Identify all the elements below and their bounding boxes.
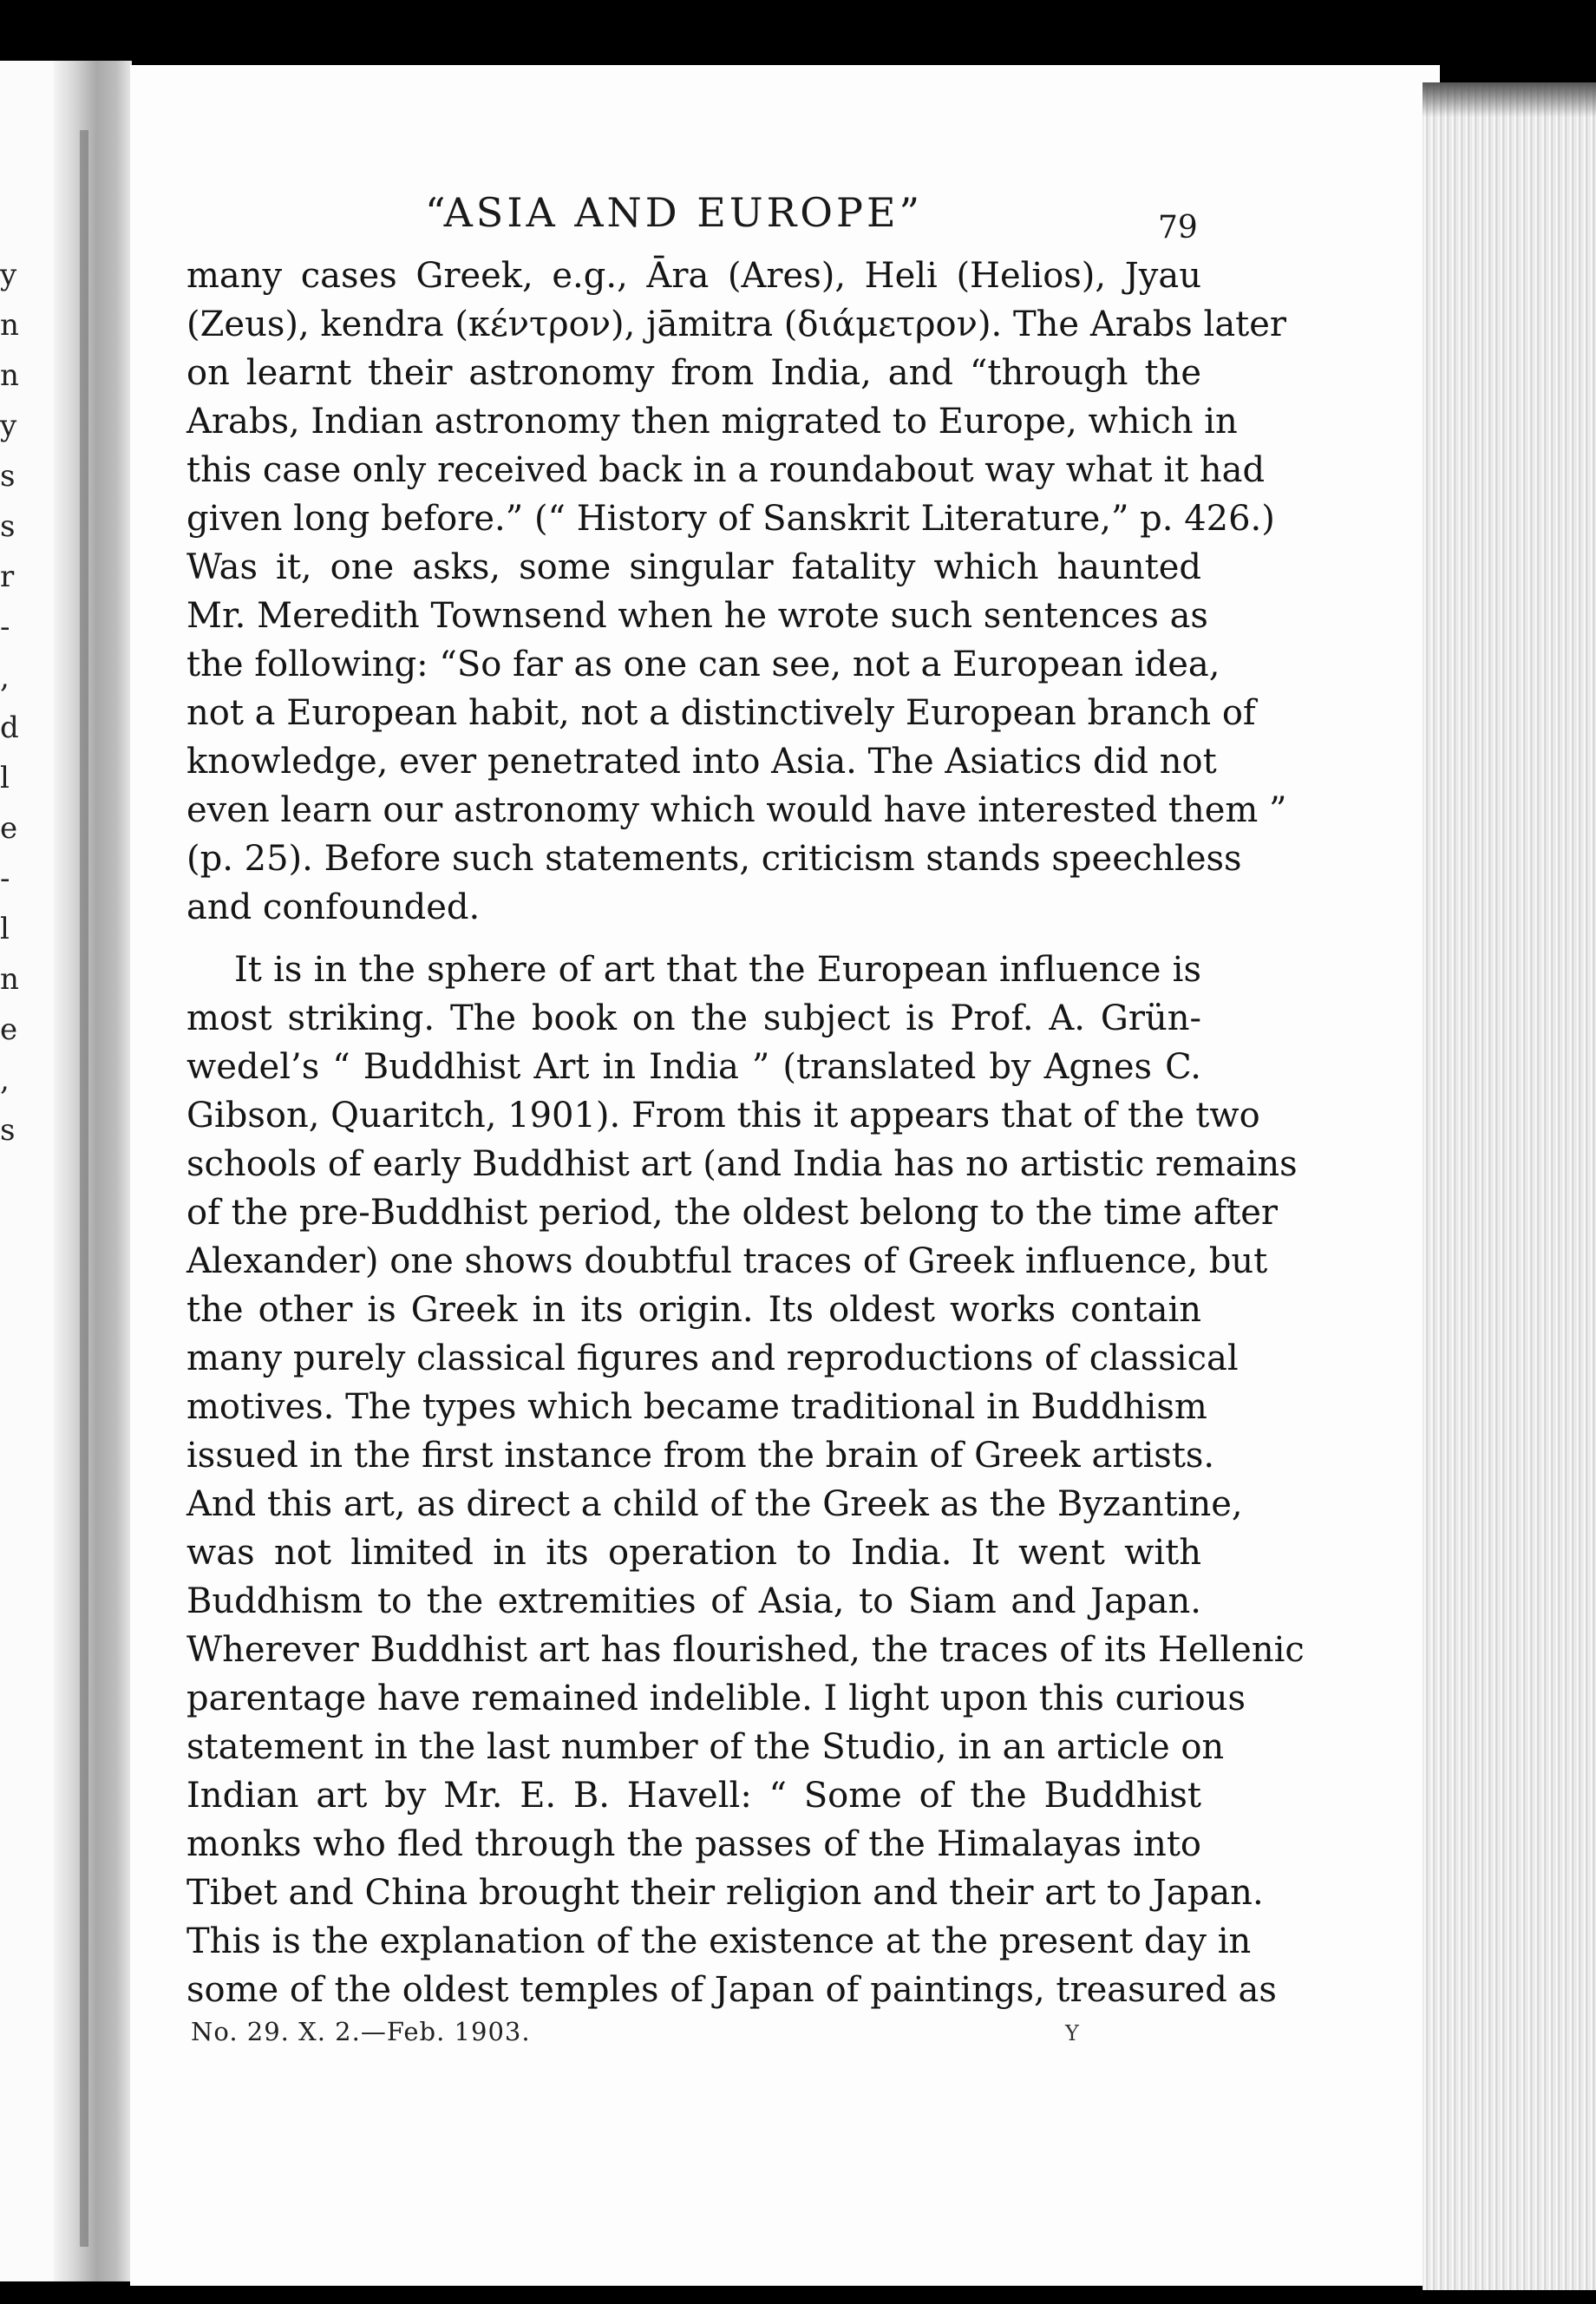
- text-line: Wherever Buddhist art has flourished, the traces of its Hellenic: [186, 1630, 1305, 1670]
- margin-fragment: y: [0, 258, 17, 292]
- margin-fragment: ,: [0, 660, 10, 695]
- margin-fragment: n: [0, 962, 19, 997]
- text-line: knowledge, ever penetrated into Asia. The Asiatics did not: [186, 742, 1217, 782]
- text-line: many purely classical figures and reproductions of classical: [186, 1339, 1239, 1378]
- text-line: parentage have remained indelible. I light upon this curious: [186, 1679, 1246, 1718]
- text-line: not a European habit, not a distinctively European branch of: [186, 693, 1256, 733]
- signature-mark: Y: [1065, 2021, 1079, 2045]
- margin-fragment: s: [0, 509, 16, 544]
- margin-fragment: -: [0, 610, 10, 645]
- text-line: It is in the sphere of art that the European influence is: [234, 950, 1201, 990]
- page-number: 79: [1158, 210, 1198, 245]
- margin-fragment: l: [0, 912, 10, 946]
- text-line: And this art, as direct a child of the Greek as the Byzantine,: [186, 1484, 1243, 1524]
- running-head: “ASIA AND EUROPE”: [425, 189, 924, 236]
- text-line: monks who fled through the passes of the Himalayas into: [186, 1824, 1201, 1864]
- margin-fragment: n: [0, 308, 19, 343]
- margin-fragment: -: [0, 861, 10, 896]
- margin-fragment: s: [0, 1113, 16, 1148]
- left-page-margin-fragments: [0, 260, 17, 1166]
- text-line: Tibet and China brought their religion and their art to Japan.: [186, 1873, 1264, 1913]
- printer-signature: No. 29. X. 2.—Feb. 1903.: [191, 2017, 531, 2046]
- margin-fragment: e: [0, 811, 18, 846]
- text-line: Alexander) one shows doubtful traces of Greek influence, but: [186, 1241, 1268, 1281]
- text-line: Indian art by Mr. E. B. Havell: “ Some of the Buddhist: [186, 1776, 1201, 1816]
- book-gutter: [54, 61, 132, 2281]
- text-line: of the pre-Buddhist period, the oldest belong to the time after: [186, 1193, 1279, 1233]
- page-stack-edges: [1423, 82, 1596, 2290]
- text-line: motives. The types which became traditional in Buddhism: [186, 1387, 1207, 1427]
- text-line: on learnt their astronomy from India, and “through the: [186, 353, 1201, 393]
- margin-fragment: l: [0, 761, 10, 795]
- text-line: and confounded.: [186, 887, 481, 927]
- margin-fragment: n: [0, 358, 19, 393]
- text-line: even learn our astronomy which would have interested them ”: [186, 790, 1287, 830]
- text-line: (p. 25). Before such statements, criticism stands speechless: [186, 839, 1242, 879]
- margin-fragment: ,: [0, 1063, 10, 1097]
- text-line: many cases Greek, e.g., Āra (Ares), Heli (Helios), Jyau: [186, 256, 1201, 296]
- text-line: this case only received back in a roundabout way what it had: [186, 450, 1266, 490]
- body-text: [186, 252, 1305, 2014]
- text-line: Was it, one asks, some singular fatality which haunted: [186, 547, 1201, 587]
- margin-fragment: r: [0, 560, 15, 594]
- text-line: the other is Greek in its origin. Its oldest works contain: [186, 1290, 1201, 1330]
- margin-fragment: e: [0, 1012, 18, 1047]
- text-line: Arabs, Indian astronomy then migrated to Europe, which in: [186, 402, 1238, 442]
- text-line: Buddhism to the extremities of Asia, to Siam and Japan.: [186, 1581, 1201, 1621]
- text-line: issued in the first instance from the brain of Greek artists.: [186, 1436, 1215, 1476]
- text-line: This is the explanation of the existence at the present day in: [186, 1921, 1252, 1961]
- text-line: most striking. The book on the subject is Prof. A. Grün-: [186, 998, 1201, 1038]
- text-line: the following: “So far as one can see, not a European idea,: [186, 645, 1220, 684]
- text-line: schools of early Buddhist art (and India has no artistic remains: [186, 1144, 1298, 1184]
- text-line: some of the oldest temples of Japan of paintings, treasured as: [186, 1970, 1277, 2010]
- text-line: statement in the last number of the Studio, in an article on: [186, 1727, 1225, 1767]
- margin-fragment: y: [0, 409, 17, 443]
- text-line: given long before.” (“ History of Sanskrit Literature,” p. 426.): [186, 499, 1275, 539]
- text-line: was not limited in its operation to India. It went with: [186, 1533, 1201, 1573]
- text-line: Gibson, Quaritch, 1901). From this it appears that of the two: [186, 1096, 1260, 1136]
- text-line: wedel’s “ Buddhist Art in India ” (translated by Agnes C.: [186, 1047, 1201, 1087]
- paragraph-break: [186, 932, 1201, 946]
- margin-fragment: d: [0, 710, 19, 745]
- page-stack-shadow: [1423, 82, 1596, 117]
- text-line: Mr. Meredith Townsend when he wrote such sentences as: [186, 596, 1208, 636]
- text-line: (Zeus), kendra (κέντρον), jāmitra (διάμετρον). The Arabs later: [186, 304, 1287, 344]
- gutter-shadow: [80, 130, 88, 2247]
- margin-fragment: s: [0, 459, 16, 494]
